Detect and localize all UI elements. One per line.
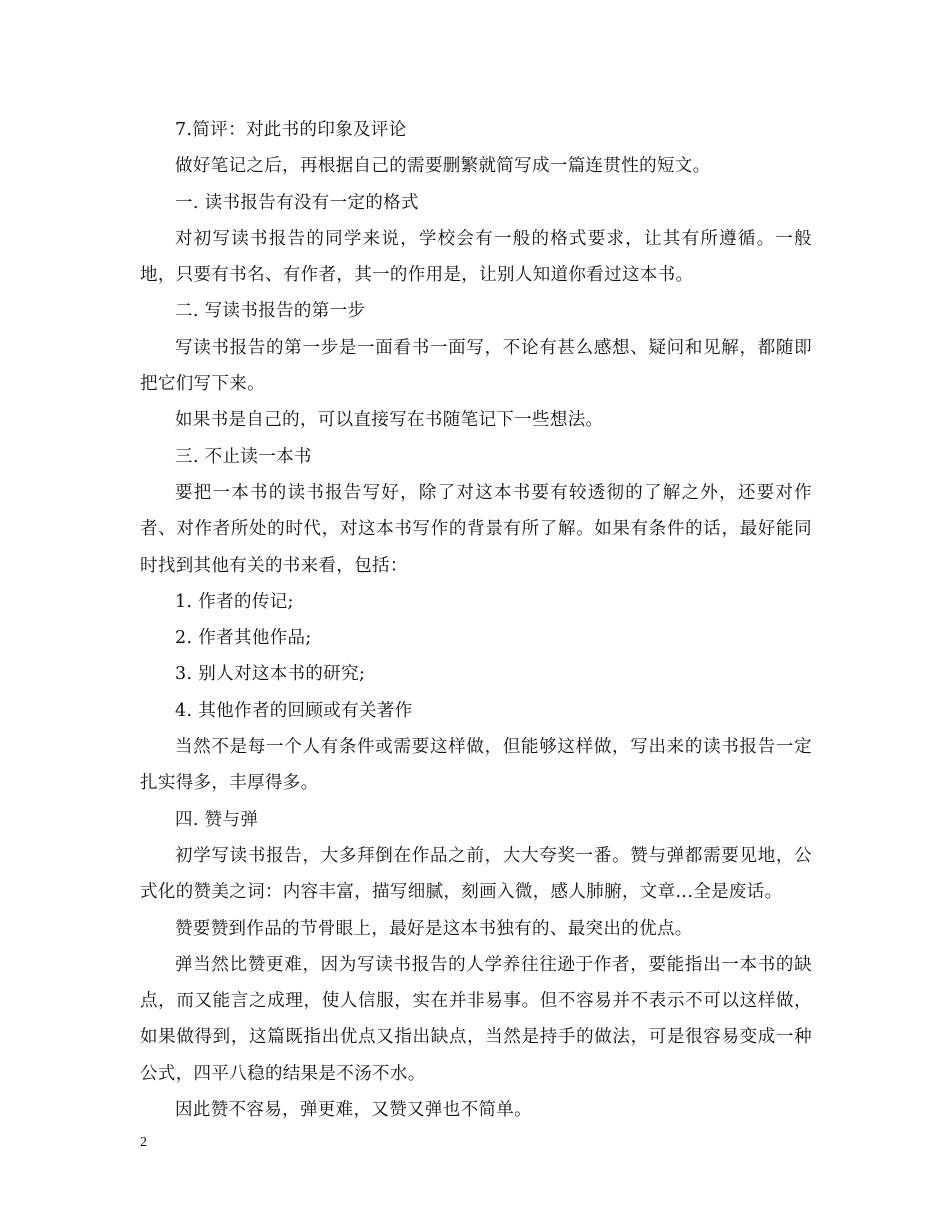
paragraph-conclusion: 因此赞不容易，弹更难，又赞又弹也不简单。 [175,1100,532,1121]
paragraph-format-requirements: 对初写读书报告的同学来说，学校会有一般的格式要求，让其有所遵循。一般地，只要有书名、有作者，其一的作用是，让别人知道你看过这本书。 [140,228,812,286]
paragraph-criticism-difficulty: 弹当然比赞更难，因为写读书报告的人学养往往逊于作者，要能指出一本书的缺点，而又能言之成理，使人信服，实在并非易事。但不容易并不表示不可以这样做，如果做得到，这篇既指出优点又指出缺点，当然是持手的做法，可是很容易变成一种公式，四平八稳的结果是不汤不水。 [140,954,812,1084]
paragraph-benefit: 当然不是每一个人有条件或需要这样做，但能够这样做，写出来的读书报告一定扎实得多，丰厚得多。 [140,737,812,794]
list-item-book-research: 3. 别人对这本书的研究; [175,664,366,685]
document-body [140,112,812,1128]
paragraph-notes-to-essay: 做好笔记之后，再根据自己的需要删繁就简写成一篇连贯性的短文。 [175,156,711,177]
list-item-other-works: 2. 作者其他作品; [175,628,312,649]
section-heading-more-books: 三. 不止读一本书 [175,446,312,467]
paragraph-first-step: 写读书报告的第一步是一面看书一面写，不论有甚么感想、疑问和见解，都随即把它们写下来。 [140,337,812,395]
paragraph-more-books: 要把一本书的读书报告写好，除了对这本书要有较透彻的了解之外，还要对作者、对作者所处的时代，对这本书写作的背景有所了解。如果有条件的话，最好能同时找到其他有关的书来看，包括： [140,482,812,576]
section-heading-praise-criticism: 四. 赞与弹 [175,809,259,830]
paragraph-summary-item: 7.简评：对此书的印象及评论 [175,120,407,140]
list-item-author-biography: 1. 作者的传记; [175,591,294,612]
section-heading-first-step: 二. 写读书报告的第一步 [175,301,366,322]
list-item-related-writings: 4. 其他作者的回顾或有关著作 [175,700,413,721]
section-heading-format: 一. 读书报告有没有一定的格式 [175,192,419,213]
page-number: 2 [140,1135,147,1150]
paragraph-beginner-praise: 初学写读书报告，大多拜倒在作品之前，大大夸奖一番。赞与弹都需要见地，公式化的赞美之词：内容丰富，描写细腻，刻画入微，感人肺腑，文章...全是废话。 [140,845,812,903]
paragraph-own-book-notes: 如果书是自己的，可以直接写在书随笔记下一些想法。 [175,410,604,431]
paragraph-praise-key-points: 赞要赞到作品的节骨眼上，最好是这本书独有的、最突出的优点。 [175,918,693,939]
